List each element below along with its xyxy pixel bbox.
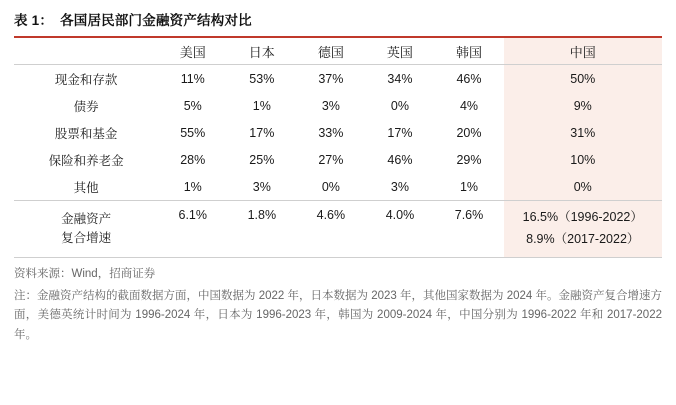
row-label: 保险和养老金 (48, 153, 124, 168)
column-header-us: 美国 (158, 38, 227, 65)
cell-value: 17% (387, 125, 413, 140)
cell-value: 3% (390, 179, 409, 194)
cell-value: 28% (180, 152, 206, 167)
growth-label-line1: 金融资产 (61, 211, 112, 226)
growth-value-japan: 1.8% (247, 208, 277, 222)
table-header-row (14, 38, 662, 65)
cell-value-china: 31% (504, 119, 662, 146)
cell-value: 1% (183, 179, 202, 194)
growth-label-line2: 复合增速 (61, 231, 112, 245)
cell-value: 0% (321, 179, 340, 194)
source-line: 资料来源：Wind，招商证券 (14, 268, 156, 280)
table-row (14, 92, 662, 119)
footnotes (14, 258, 662, 345)
comparison-table (14, 38, 662, 258)
cell-value: 1% (459, 179, 479, 194)
cell-value: 25% (249, 152, 275, 167)
growth-value-germany: 4.6% (316, 208, 346, 222)
table-row (14, 119, 662, 146)
cell-value-china: 50% (504, 65, 662, 93)
growth-value-us: 6.1% (178, 208, 207, 222)
cell-value-china: 0% (504, 173, 662, 201)
column-header-uk: 英国 (365, 38, 434, 65)
cell-value: 37% (318, 71, 344, 86)
growth-filler (296, 229, 365, 257)
row-label: 股票和基金 (54, 126, 118, 141)
cell-value: 1% (252, 98, 271, 113)
cell-value: 33% (318, 125, 344, 140)
table-row (14, 146, 662, 173)
cell-value: 4% (459, 98, 479, 113)
growth-filler (227, 229, 296, 257)
cell-value: 29% (456, 152, 482, 167)
cell-value: 3% (321, 98, 340, 113)
cell-value: 46% (387, 152, 413, 167)
table-row (14, 65, 662, 93)
column-header-blank (14, 38, 158, 65)
growth-value-china (504, 201, 662, 257)
note-line: 注：金融资产结构的截面数据方面，中国数据为 2022 年，日本数据为 2023 年，其他国家数据为 2024 年。金融资产复合增速方面，美德英统计时间为 1996-2024 年，日本为 1996-2023 年，韩国为 2009-2024 年，中国分别为 1996-2022 年和 2017-2022 年。 (14, 289, 662, 341)
cell-value: 27% (318, 152, 344, 167)
growth-value-uk: 4.0% (385, 208, 415, 222)
cell-value: 3% (252, 179, 271, 194)
growth-china-line2: 8.9%（2017-2022） (526, 232, 640, 246)
cell-value: 17% (249, 125, 275, 140)
growth-china-line1: 16.5%（1996-2022） (522, 210, 643, 225)
figure-title (14, 0, 662, 38)
row-label: 现金和存款 (54, 72, 118, 87)
column-header-germany: 德国 (296, 38, 365, 65)
column-header-korea: 韩国 (434, 38, 503, 65)
cell-value-china: 9% (504, 92, 662, 119)
growth-value-korea: 7.6% (454, 208, 484, 222)
growth-row-label (14, 201, 158, 257)
cell-value: 20% (456, 125, 482, 140)
cell-value: 46% (456, 71, 482, 86)
growth-filler (434, 229, 503, 257)
column-header-japan: 日本 (227, 38, 296, 65)
cell-value: 5% (183, 98, 202, 113)
cell-value: 11% (180, 71, 205, 86)
cell-value: 34% (387, 71, 413, 86)
figure-title-text: 各国居民部门金融资产结构对比 (60, 13, 252, 28)
cell-value: 53% (249, 71, 275, 86)
growth-filler (158, 229, 227, 257)
growth-filler (365, 229, 434, 257)
row-label: 其他 (73, 180, 99, 195)
cell-value: 55% (180, 125, 206, 140)
figure-title-label: 表 1： (14, 13, 54, 28)
row-label: 债券 (73, 99, 99, 114)
cell-value-china: 10% (504, 146, 662, 173)
cell-value: 0% (390, 98, 409, 113)
growth-row (14, 201, 662, 229)
table-row (14, 173, 662, 201)
column-header-china: 中国 (504, 38, 662, 65)
